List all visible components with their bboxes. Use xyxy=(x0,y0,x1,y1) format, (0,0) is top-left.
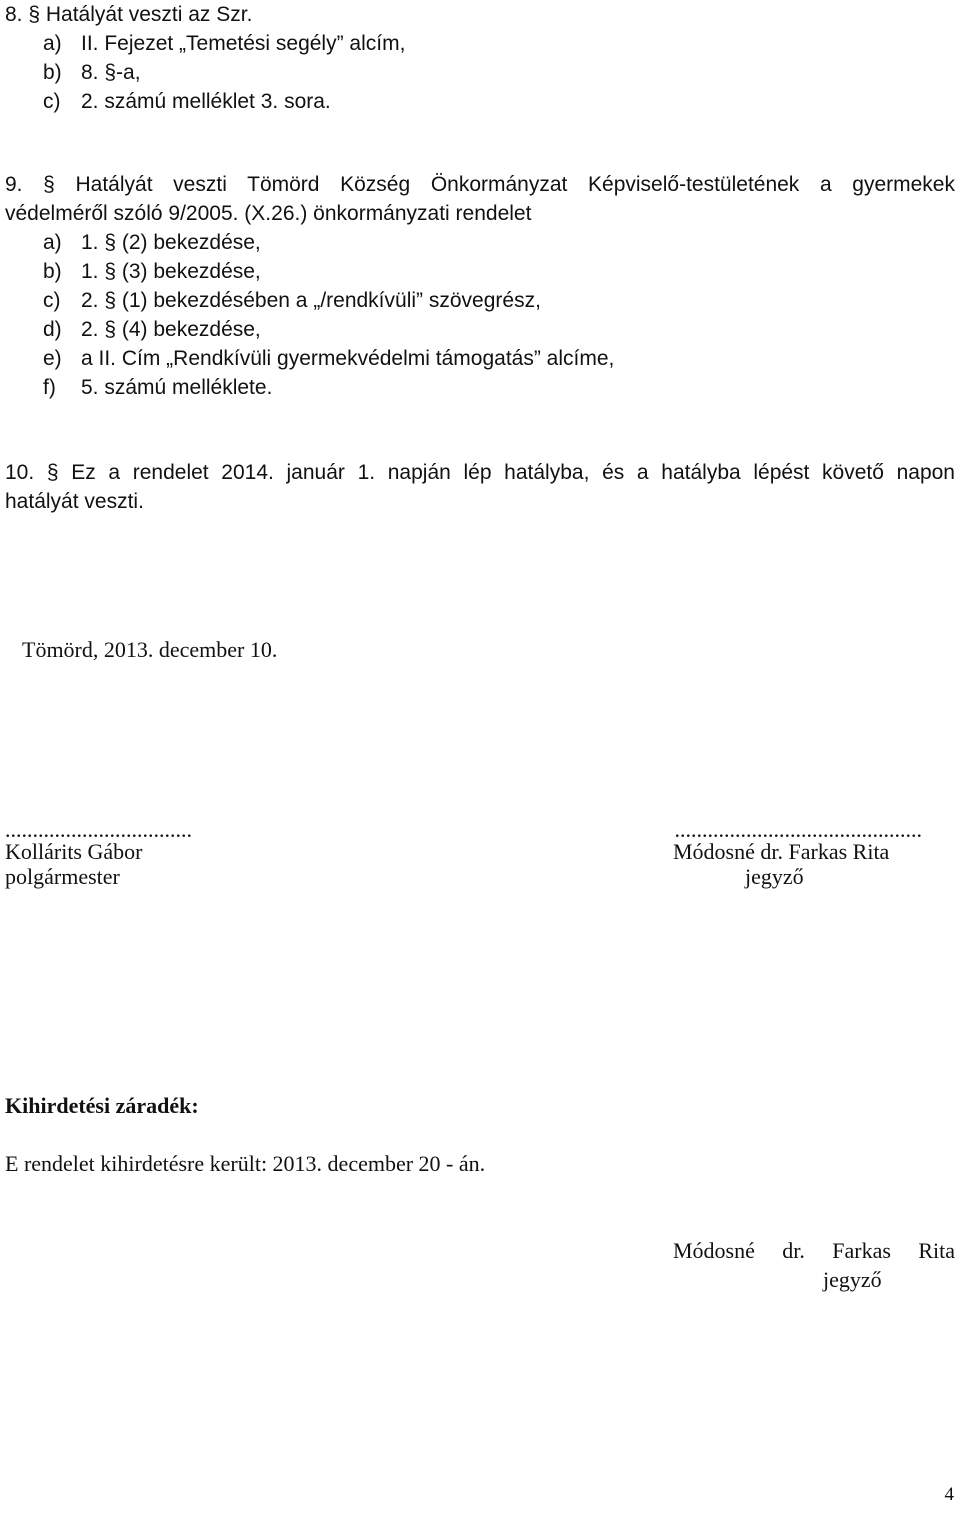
list-item xyxy=(43,87,405,116)
list-item-text: 5. számú melléklete. xyxy=(81,376,273,399)
announcement-signer-title: jegyző xyxy=(823,1267,882,1292)
announcement-signer-name: Módosné dr. Farkas Rita xyxy=(673,1238,955,1263)
list-item-label: a) xyxy=(43,231,62,254)
right-signer-name: Módosné dr. Farkas Rita xyxy=(673,839,890,864)
section-10-line-2: hatályát veszti. xyxy=(5,490,144,513)
list-item-text: 2. § (1) bekezdésében a „/rendkívüli” szövegrész, xyxy=(81,289,541,312)
place-date: Tömörd, 2013. december 10. xyxy=(22,637,278,662)
list-item xyxy=(43,373,614,402)
list-item xyxy=(43,286,614,315)
list-item xyxy=(43,315,614,344)
left-signer-title: polgármester xyxy=(5,864,120,889)
list-item xyxy=(43,58,405,87)
section-8-list xyxy=(43,29,405,116)
section-8-heading: 8. § Hatályát veszti az Szr. xyxy=(5,3,253,26)
list-item-label: e) xyxy=(43,347,62,370)
list-item xyxy=(43,344,614,373)
list-item-label: b) xyxy=(43,61,62,84)
section-10-line-1: 10. § Ez a rendelet 2014. január 1. napján lép hatályba, és a hatályba lépést követő napon xyxy=(5,461,955,484)
page-number: 4 xyxy=(944,1484,954,1505)
left-signature-dots: .................................. xyxy=(5,817,192,842)
list-item-text: a II. Cím „Rendkívüli gyermekvédelmi támogatás” alcíme, xyxy=(81,347,615,370)
section-9-list xyxy=(43,228,614,402)
list-item-label: d) xyxy=(43,318,62,341)
section-9-line-1: 9. § Hatályát veszti Tömörd Község Önkormányzat Képviselő-testületének a gyermekek xyxy=(5,173,955,196)
list-item-text: 1. § (3) bekezdése, xyxy=(81,260,261,283)
list-item xyxy=(43,257,614,286)
right-signature-dots: ............................................. xyxy=(674,817,922,842)
list-item-text: II. Fejezet „Temetési segély” alcím, xyxy=(81,32,406,55)
announcement-text: E rendelet kihirdetésre került: 2013. december 20 - án. xyxy=(5,1151,486,1176)
right-signer-title: jegyző xyxy=(745,864,804,889)
section-9-line-2: védelméről szóló 9/2005. (X.26.) önkormányzati rendelet xyxy=(5,202,532,225)
list-item-label: f) xyxy=(43,376,56,399)
list-item xyxy=(43,228,614,257)
announcement-heading: Kihirdetési záradék: xyxy=(5,1093,199,1118)
list-item xyxy=(43,29,405,58)
list-item-text: 8. §-a, xyxy=(81,61,141,84)
list-item-label: c) xyxy=(43,90,61,113)
list-item-label: b) xyxy=(43,260,62,283)
left-signer-name: Kollárits Gábor xyxy=(5,839,143,864)
list-item-text: 1. § (2) bekezdése, xyxy=(81,231,261,254)
list-item-label: c) xyxy=(43,289,61,312)
list-item-label: a) xyxy=(43,32,62,55)
list-item-text: 2. § (4) bekezdése, xyxy=(81,318,261,341)
list-item-text: 2. számú melléklet 3. sora. xyxy=(81,90,331,113)
